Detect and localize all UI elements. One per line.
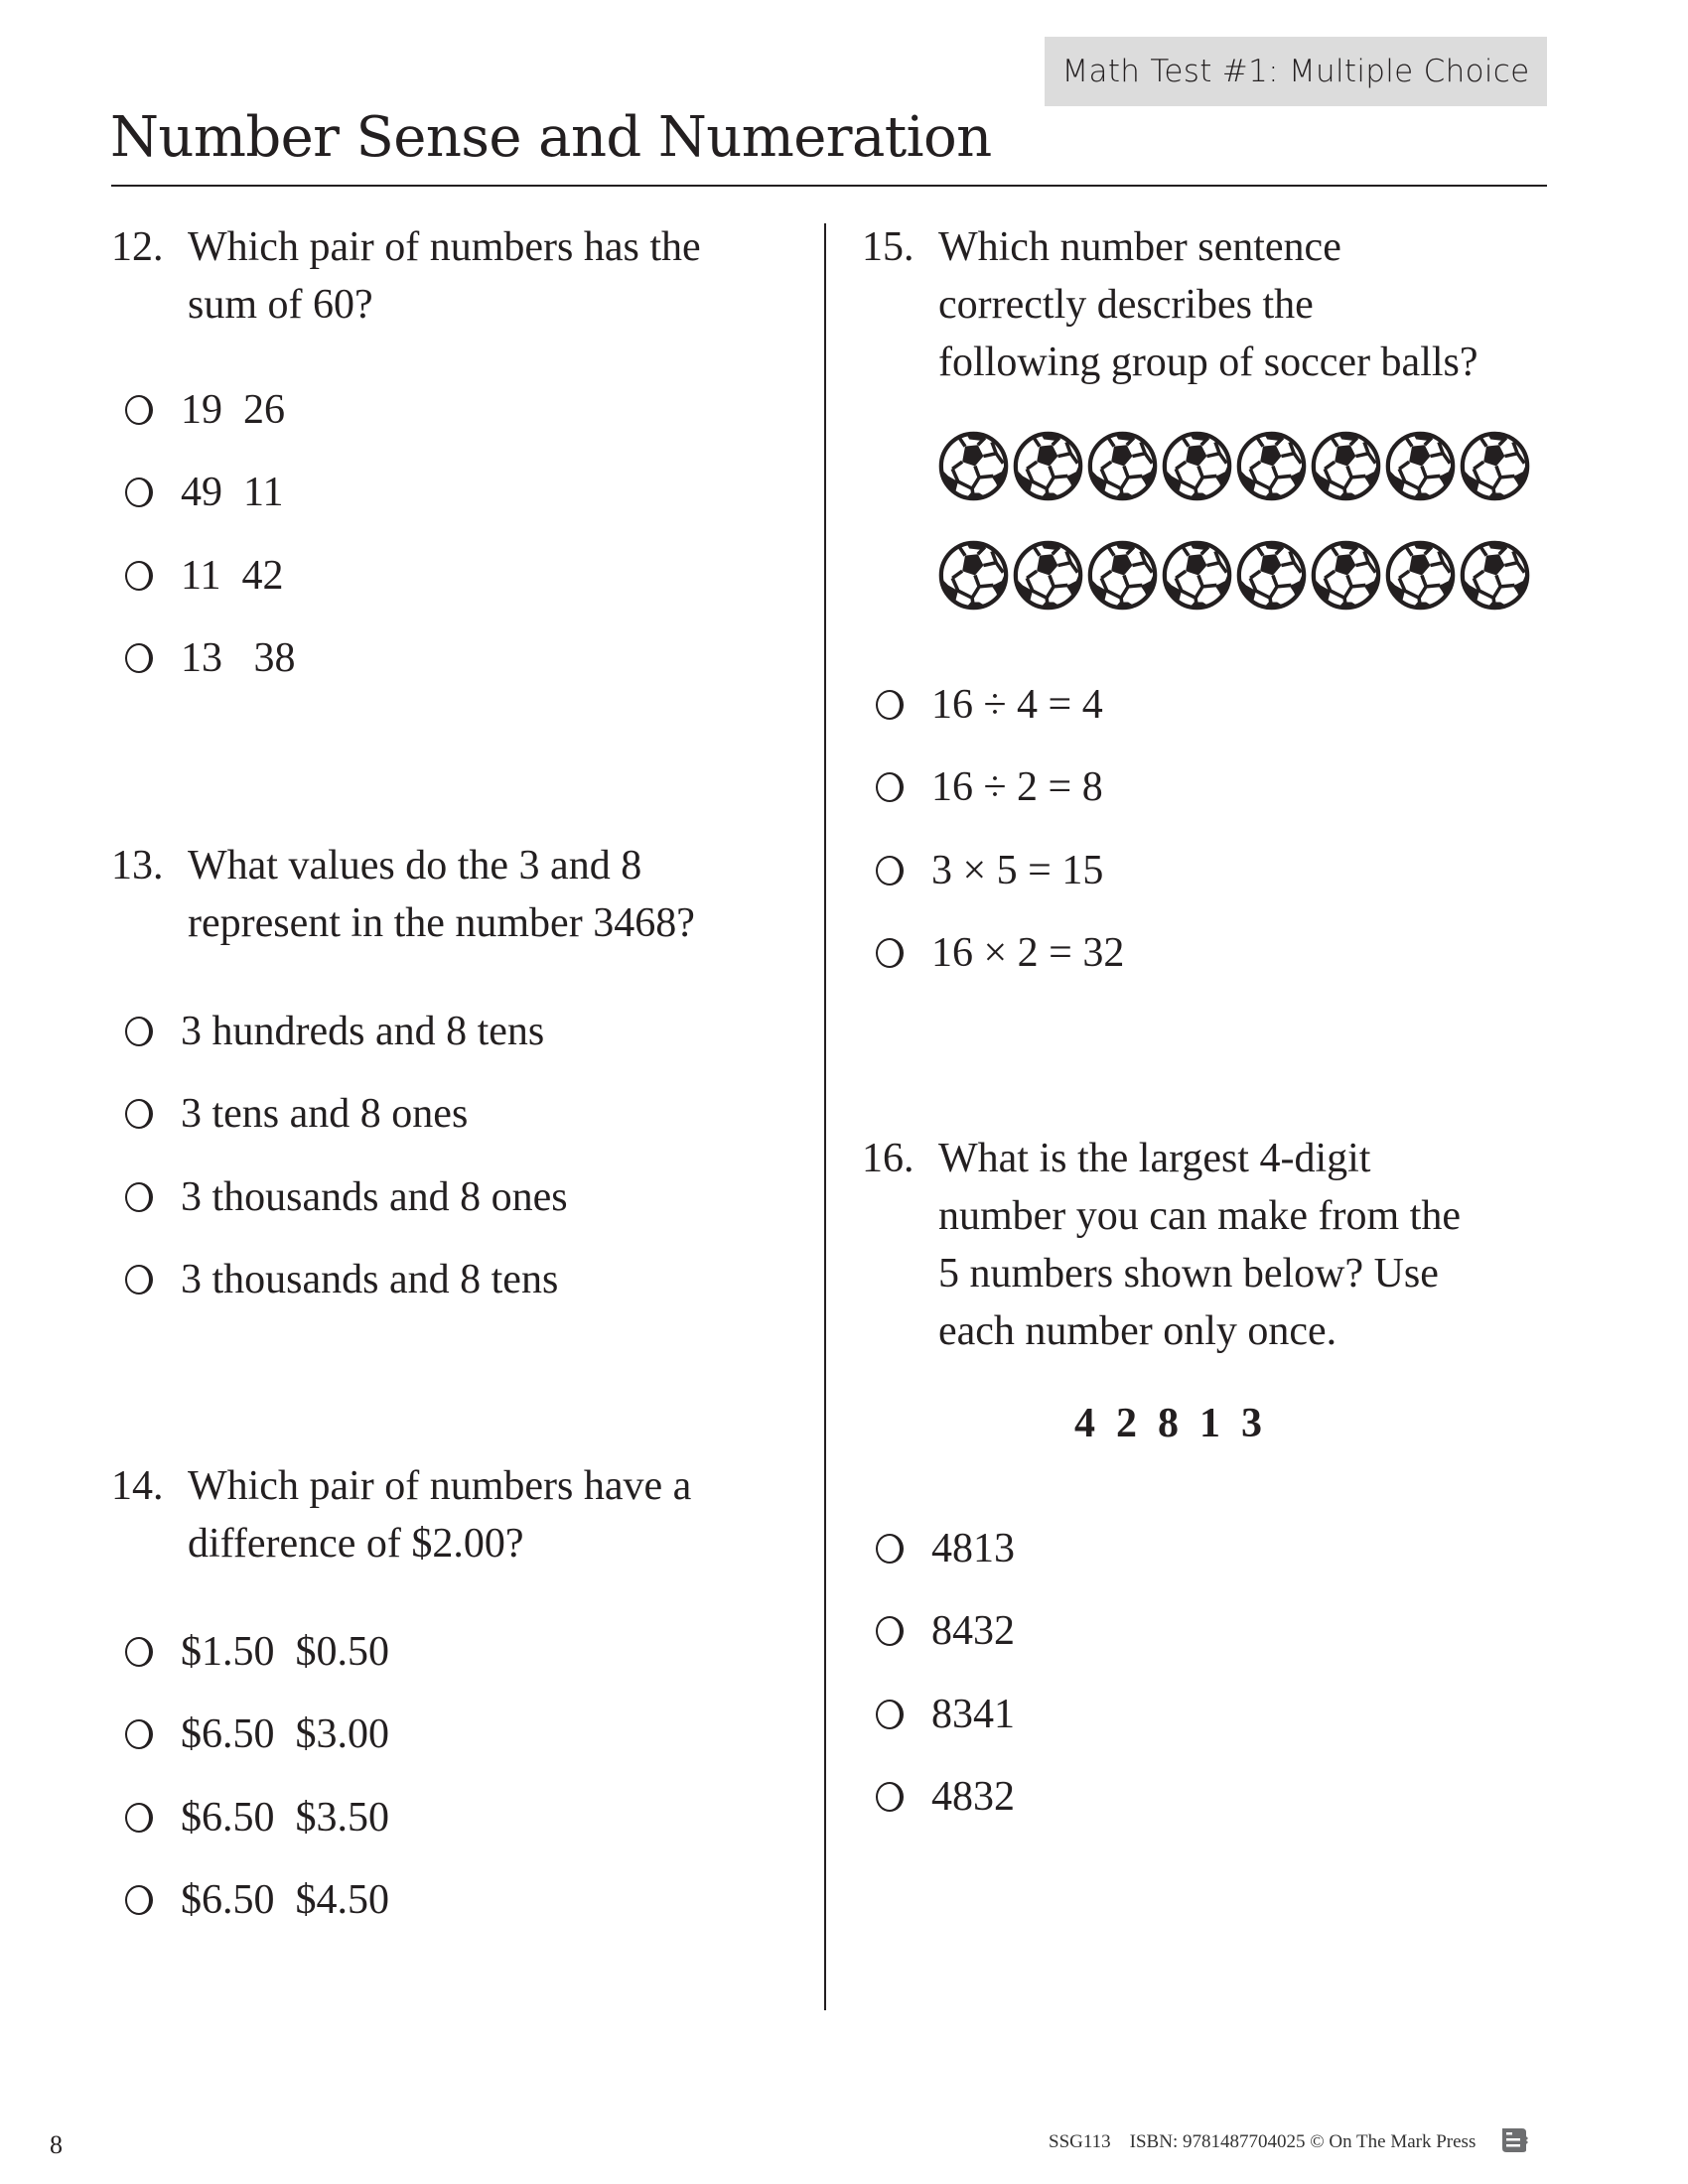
option-label: 13 38 xyxy=(181,634,296,681)
radio-circle-icon[interactable] xyxy=(876,1534,904,1564)
publisher-logo-icon xyxy=(1500,2126,1530,2154)
option-label: 3 tens and 8 ones xyxy=(181,1091,469,1138)
radio-circle-icon[interactable] xyxy=(125,561,153,591)
radio-circle-icon[interactable] xyxy=(125,1719,153,1749)
answer-option[interactable] xyxy=(876,842,1124,924)
option-label: 3 × 5 = 15 xyxy=(931,847,1104,893)
question-line: Which pair of numbers have a xyxy=(188,1463,692,1509)
page-number: 8 xyxy=(50,2130,63,2159)
radio-circle-icon[interactable] xyxy=(876,690,904,720)
option-label: 49 11 xyxy=(181,470,284,516)
answer-option[interactable] xyxy=(876,1768,1015,1850)
option-label: $6.50 $3.50 xyxy=(181,1794,389,1841)
soccer-ball-icon xyxy=(1013,540,1083,611)
soccer-ball-icon xyxy=(1385,431,1456,501)
option-label: $1.50 $0.50 xyxy=(181,1629,389,1675)
answer-option[interactable] xyxy=(125,1789,389,1871)
radio-circle-icon[interactable] xyxy=(125,1885,153,1915)
radio-circle-icon[interactable] xyxy=(125,1265,153,1295)
answer-option[interactable] xyxy=(125,629,296,712)
soccer-ball-icon xyxy=(1162,431,1232,501)
radio-circle-icon[interactable] xyxy=(876,938,904,968)
question-line: Which pair of numbers has the xyxy=(188,224,701,270)
radio-circle-icon[interactable] xyxy=(125,1017,153,1046)
answer-option[interactable] xyxy=(125,381,296,464)
question-text xyxy=(188,1457,691,1572)
question-line: What is the largest 4-digit xyxy=(938,1136,1371,1181)
radio-circle-icon[interactable] xyxy=(125,1099,153,1129)
answer-options xyxy=(125,1003,568,1333)
answer-options xyxy=(125,1623,389,1954)
answer-option[interactable] xyxy=(125,1251,568,1333)
answer-option[interactable] xyxy=(876,924,1124,1007)
soccer-ball-icon xyxy=(1236,431,1307,501)
soccer-ball-icon xyxy=(1087,540,1158,611)
radio-circle-icon[interactable] xyxy=(876,856,904,886)
option-label: $6.50 $4.50 xyxy=(181,1876,389,1923)
question-text xyxy=(188,837,695,952)
question-number: 13. xyxy=(111,843,164,888)
option-label: 3 hundreds and 8 tens xyxy=(181,1009,545,1054)
column-divider xyxy=(824,223,826,2010)
answer-option[interactable] xyxy=(876,1520,1015,1602)
soccer-ball-icon xyxy=(1013,431,1083,501)
option-label: 19 26 xyxy=(181,387,285,433)
question-number: 15. xyxy=(862,224,914,270)
soccer-ball-figure xyxy=(938,431,1530,649)
answer-option[interactable] xyxy=(125,464,296,546)
soccer-ball-icon xyxy=(1385,540,1456,611)
answer-option[interactable] xyxy=(125,1706,389,1788)
option-label: 8432 xyxy=(931,1608,1015,1655)
soccer-ball-icon xyxy=(1162,540,1232,611)
question-line: following group of soccer balls? xyxy=(938,340,1478,385)
soccer-ball-icon xyxy=(1460,431,1530,501)
answer-option[interactable] xyxy=(125,547,296,629)
soccer-ball-row xyxy=(938,431,1530,502)
test-section-tag: Math Test #1: Multiple Choice xyxy=(1045,37,1547,106)
question-line: difference of $2.00? xyxy=(188,1521,524,1567)
soccer-ball-icon xyxy=(1311,431,1381,501)
radio-circle-icon[interactable] xyxy=(876,1782,904,1812)
option-label: 16 ÷ 2 = 8 xyxy=(931,764,1103,811)
soccer-ball-icon xyxy=(1087,431,1158,501)
option-label: 8341 xyxy=(931,1691,1015,1737)
option-label: 4832 xyxy=(931,1773,1015,1820)
answer-option[interactable] xyxy=(876,676,1124,758)
question-number: 16. xyxy=(862,1136,914,1181)
soccer-ball-icon xyxy=(938,431,1009,501)
radio-circle-icon[interactable] xyxy=(125,1803,153,1833)
question-line: 5 numbers shown below? Use xyxy=(938,1251,1439,1297)
question-line: each number only once. xyxy=(938,1308,1337,1354)
radio-circle-icon[interactable] xyxy=(125,1637,153,1667)
radio-circle-icon[interactable] xyxy=(125,643,153,673)
option-label: 3 thousands and 8 tens xyxy=(181,1256,559,1302)
question-line: correctly describes the xyxy=(938,282,1314,328)
soccer-ball-icon xyxy=(1460,540,1530,611)
radio-circle-icon[interactable] xyxy=(876,1616,904,1646)
answer-options xyxy=(876,1520,1015,1850)
radio-circle-icon[interactable] xyxy=(876,1700,904,1729)
option-label: 16 ÷ 4 = 4 xyxy=(931,682,1103,728)
question-line: What values do the 3 and 8 xyxy=(188,843,642,888)
answer-option[interactable] xyxy=(125,1003,568,1085)
footer-copyright: SSG113 ISBN: 9781487704025 © On The Mark Press xyxy=(1049,2131,1477,2152)
answer-option[interactable] xyxy=(125,1085,568,1167)
radio-circle-icon[interactable] xyxy=(125,478,153,507)
answer-option[interactable] xyxy=(876,1602,1015,1685)
option-label: 3 thousands and 8 ones xyxy=(181,1173,568,1220)
radio-circle-icon[interactable] xyxy=(125,395,153,425)
option-label: 11 42 xyxy=(181,552,284,599)
answer-options xyxy=(876,676,1124,1007)
radio-circle-icon[interactable] xyxy=(876,772,904,802)
question-line: Which number sentence xyxy=(938,224,1341,270)
given-digits: 4 2 8 1 3 xyxy=(1074,1401,1262,1446)
answer-option[interactable] xyxy=(876,1686,1015,1768)
answer-option[interactable] xyxy=(125,1623,389,1706)
option-label: $6.50 $3.00 xyxy=(181,1711,389,1758)
page-title: Number Sense and Numeration xyxy=(110,105,992,170)
question-line: number you can make from the xyxy=(938,1193,1461,1239)
title-rule-divider xyxy=(111,185,1547,187)
question-number: 14. xyxy=(111,1463,164,1509)
answer-options xyxy=(125,381,296,712)
soccer-ball-row xyxy=(938,540,1530,612)
question-text xyxy=(938,218,1478,391)
question-text xyxy=(188,218,701,334)
option-label: 4813 xyxy=(931,1526,1015,1571)
question-line: sum of 60? xyxy=(188,282,373,328)
soccer-ball-icon xyxy=(1236,540,1307,611)
soccer-ball-icon xyxy=(1311,540,1381,611)
question-text xyxy=(938,1130,1461,1360)
soccer-ball-icon xyxy=(938,540,1009,611)
answer-option[interactable] xyxy=(876,758,1124,841)
answer-option[interactable] xyxy=(125,1871,389,1954)
question-line: represent in the number 3468? xyxy=(188,900,695,946)
question-number: 12. xyxy=(111,224,164,270)
answer-option[interactable] xyxy=(125,1168,568,1251)
radio-circle-icon[interactable] xyxy=(125,1182,153,1212)
option-label: 16 × 2 = 32 xyxy=(931,929,1125,976)
